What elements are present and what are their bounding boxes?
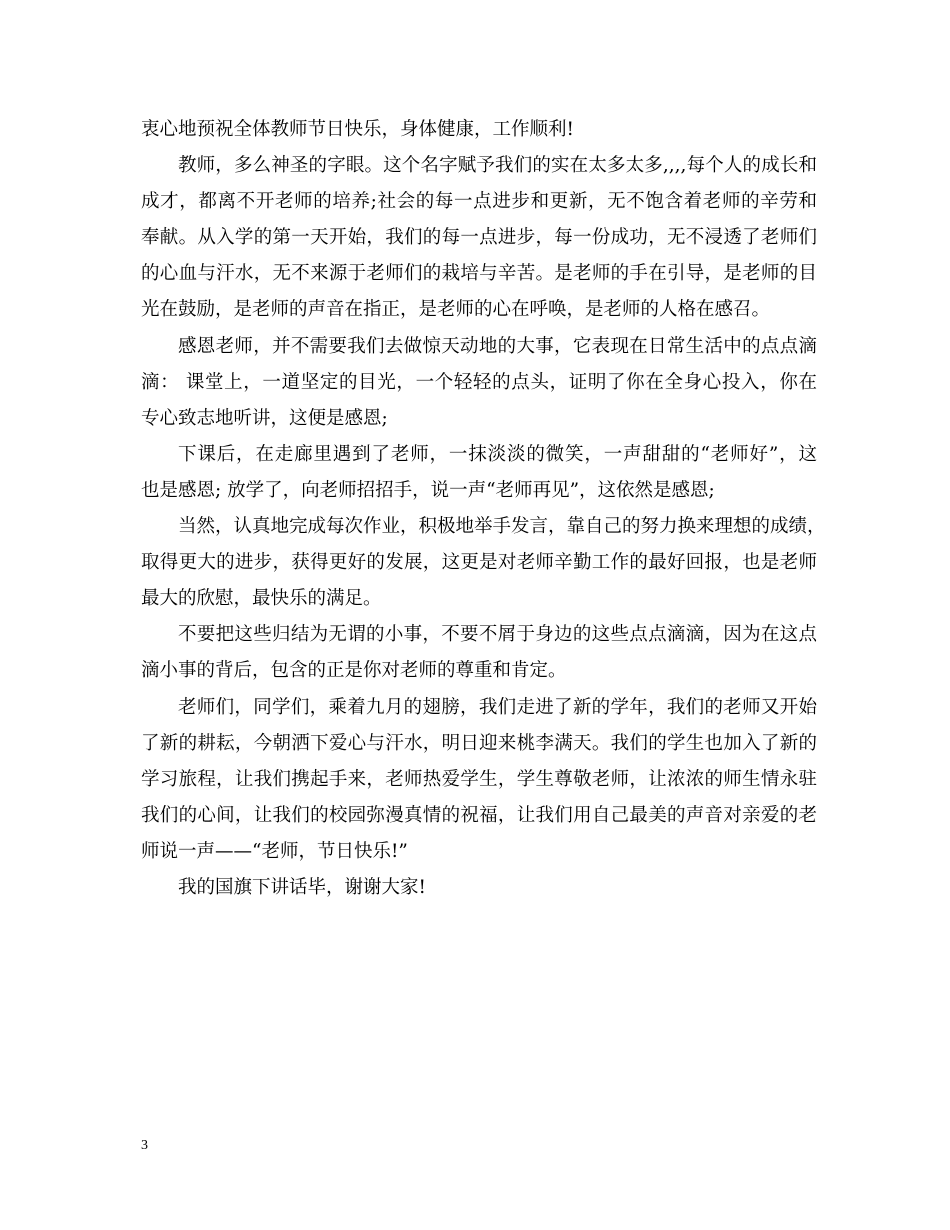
text-line: 我的国旗下讲话毕，谢谢大家! [178, 876, 426, 898]
text-line: 专心致志地听讲，这便是感恩; [141, 407, 388, 429]
text-line: 取得更大的进步，获得更好的发展，这更是对老师辛勤工作的最好回报，也是老师 [141, 552, 817, 574]
text-line: 学习旅程，让我们携起手来，老师热爱学生，学生尊敬老师，让浓浓的师生情永驻 [141, 768, 817, 790]
text-line: 教师，多么神圣的字眼。这个名字赋予我们的实在太多太多,,,,每个人的成长和 [178, 155, 817, 177]
text-line: 成才，都离不开老师的培养;社会的每一点进步和更新，无不饱含着老师的辛劳和 [141, 191, 817, 213]
text-line: 衷心地预祝全体教师节日快乐，身体健康，工作顺利! [141, 119, 574, 140]
text-line: 也是感恩; 放学了，向老师招招手，说一声“老师再见”，这依然是感恩; [141, 479, 715, 501]
text-line: 下课后，在走廊里遇到了老师，一抹淡淡的微笑，一声甜甜的“老师好”，这 [178, 443, 817, 465]
text-line: 当然，认真地完成每次作业，积极地举手发言，靠自己的努力换来理想的成绩， [178, 516, 826, 538]
text-line: 的心血与汗水，无不来源于老师们的栽培与辛苦。是老师的手在引导，是老师的目 [141, 263, 817, 285]
text-line: 光在鼓励，是老师的声音在指正，是老师的心在呼唤，是老师的人格在感召。 [141, 299, 771, 321]
text-line: 最大的欣慰，最快乐的满足。 [141, 588, 382, 610]
text-line: 感恩老师，并不需要我们去做惊天动地的大事，它表现在日常生活中的点点滴 [178, 335, 817, 357]
text-line: 滴小事的背后，包含的正是你对老师的尊重和肯定。 [141, 660, 567, 682]
text-line: 了新的耕耘，今朝洒下爱心与汗水，明日迎来桃李满天。我们的学生也加入了新的 [141, 732, 817, 754]
text-line: 老师们，同学们，乘着九月的翅膀，我们走进了新的学年，我们的老师又开始 [178, 696, 817, 718]
text-line: 不要把这些归结为无谓的小事，不要不屑于身边的这些点点滴滴，因为在这点 [178, 624, 817, 646]
document-body [141, 112, 826, 906]
page-number: 3 [141, 1138, 148, 1153]
text-line: 滴： 课堂上，一道坚定的目光，一个轻轻的点头，证明了你在全身心投入，你在 [141, 371, 817, 393]
text-line: 奉献。从入学的第一天开始，我们的每一点进步，每一份成功，无不浸透了老师们 [141, 227, 817, 249]
text-line: 我们的心间，让我们的校园弥漫真情的祝福，让我们用自己最美的声音对亲爱的老 [141, 804, 817, 826]
text-line: 师说一声——“老师，节日快乐!” [141, 840, 408, 862]
